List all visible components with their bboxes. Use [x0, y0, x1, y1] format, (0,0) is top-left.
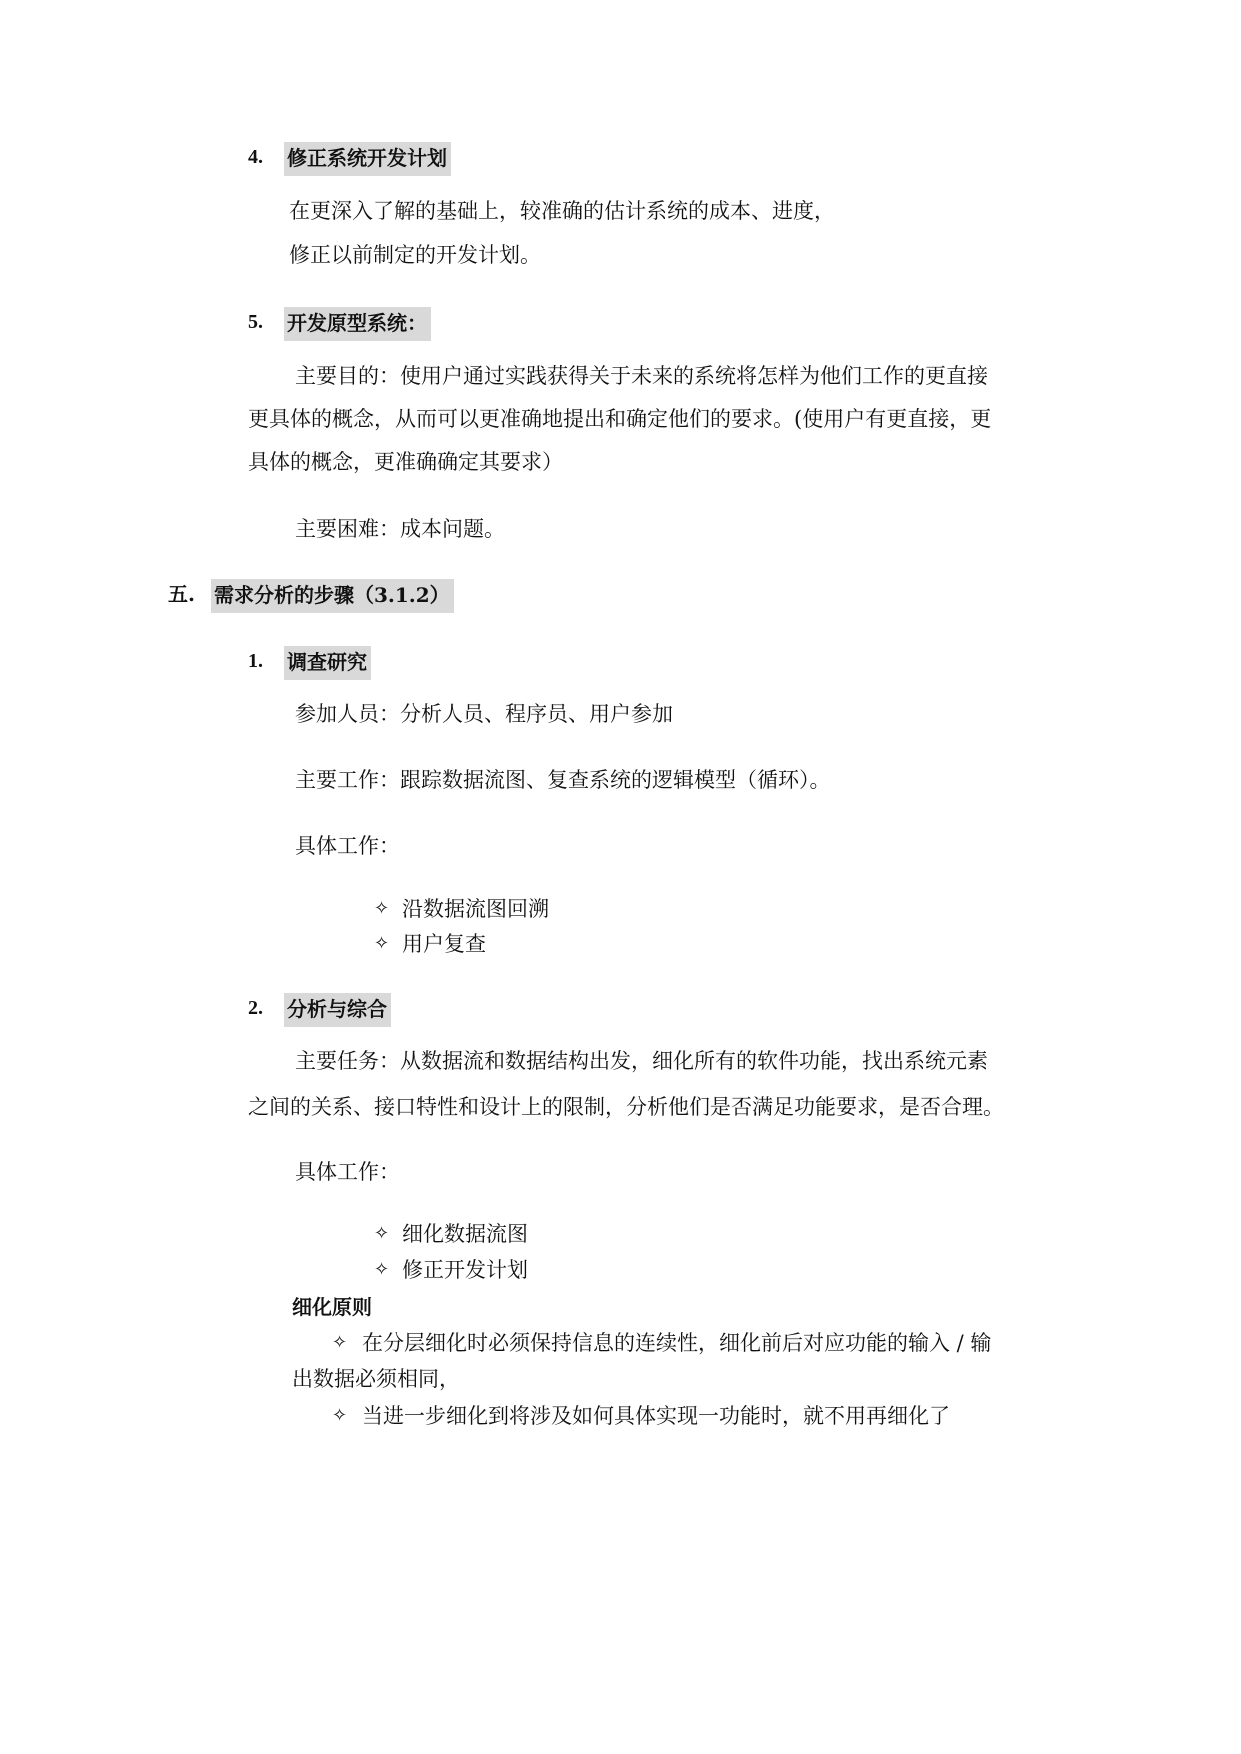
main-work-text: 主要工作：跟踪数据流图、复查系统的逻辑模型（循环）。 — [295, 768, 831, 792]
bullet-icon: ✧ — [374, 933, 390, 954]
bullet-icon: ✧ — [332, 1405, 348, 1426]
principle-1-line-1: 在分层细化时必须保持信息的连续性，细化前后对应功能的输入 / 输 — [362, 1331, 992, 1355]
purpose-line-1: 主要目的：使用户通过实践获得关于未来的系统将怎样为他们工作的更直接 — [295, 364, 988, 388]
task-line-1: 主要任务：从数据流和数据结构出发，细化所有的软件功能，找出系统元素 — [295, 1049, 988, 1073]
list-item: 细化数据流图 — [402, 1222, 528, 1246]
bullet-icon: ✧ — [332, 1332, 348, 1353]
difficulty-text: 主要困难：成本问题。 — [295, 517, 505, 541]
chapter-number: 五. — [168, 582, 195, 606]
section-5-heading: 开发原型系统： — [284, 307, 431, 341]
section-4-heading: 修正系统开发计划 — [284, 142, 451, 176]
step-1-heading: 调查研究 — [284, 646, 371, 680]
bullet-icon: ✧ — [374, 1259, 390, 1280]
specific-work-label: 具体工作： — [295, 834, 400, 858]
list-item: 修正开发计划 — [402, 1258, 528, 1282]
purpose-line-3: 具体的概念，更准确确定其要求） — [248, 450, 563, 474]
bullet-icon: ✧ — [374, 898, 390, 919]
step-2-heading: 分析与综合 — [284, 993, 391, 1027]
purpose-line-2: 更具体的概念，从而可以更准确地提出和确定他们的要求。(使用户有更直接，更 — [248, 407, 992, 431]
principle-heading: 细化原则 — [292, 1295, 372, 1319]
chapter-heading: 需求分析的步骤（3.1.2） — [211, 579, 454, 613]
section-5-number: 5. — [248, 311, 263, 333]
section-4-number: 4. — [248, 146, 263, 168]
section-4-line-1: 在更深入了解的基础上，较准确的估计系统的成本、进度， — [289, 199, 835, 223]
list-item: 沿数据流图回溯 — [402, 897, 549, 921]
step-1-number: 1. — [248, 650, 263, 672]
specific-work-label: 具体工作： — [295, 1160, 400, 1184]
principle-1-line-2: 出数据必须相同， — [292, 1367, 460, 1391]
section-4-line-2: 修正以前制定的开发计划。 — [289, 243, 541, 267]
list-item: 用户复查 — [402, 932, 486, 956]
task-line-2: 之间的关系、接口特性和设计上的限制，分析他们是否满足功能要求，是否合理。 — [248, 1095, 1004, 1119]
participants-text: 参加人员：分析人员、程序员、用户参加 — [295, 702, 673, 726]
bullet-icon: ✧ — [374, 1223, 390, 1244]
principle-2-text: 当进一步细化到将涉及如何具体实现一功能时，就不用再细化了 — [362, 1404, 950, 1428]
step-2-number: 2. — [248, 997, 263, 1019]
